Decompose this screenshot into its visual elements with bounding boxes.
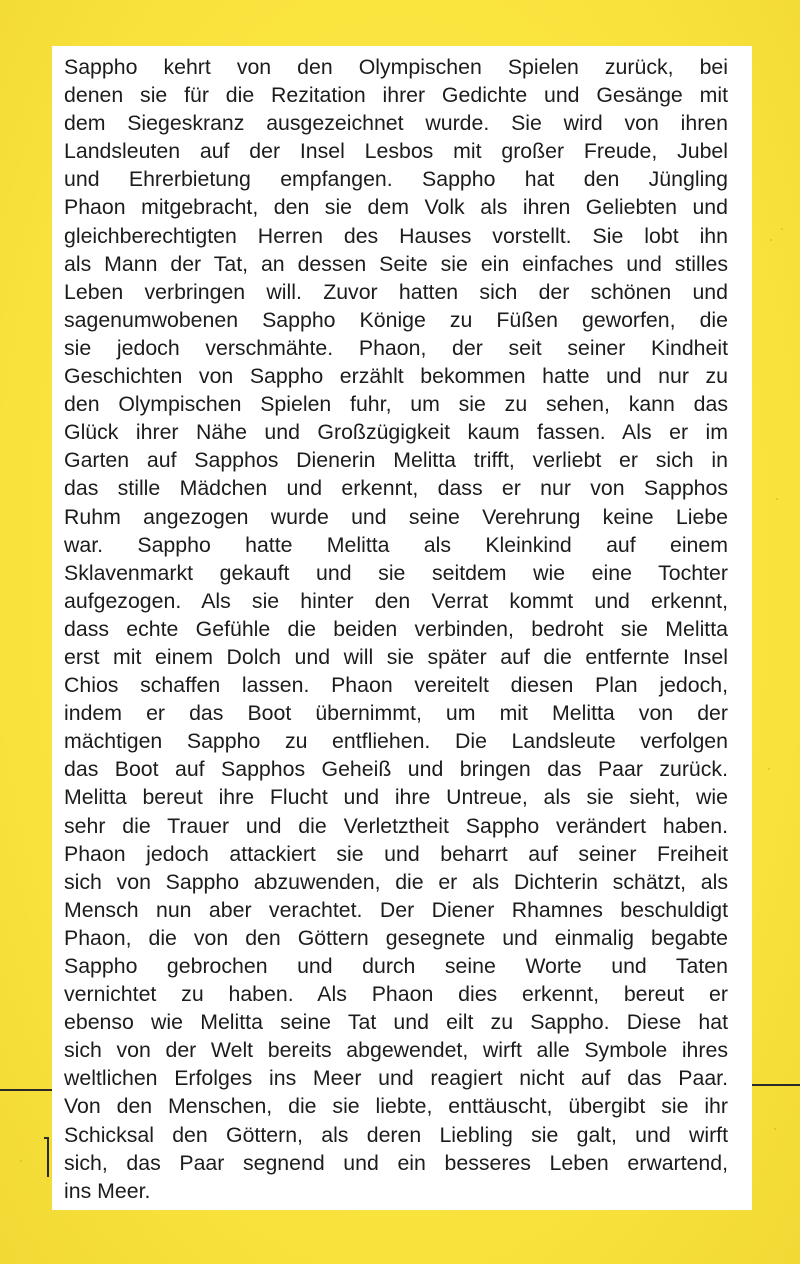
text-line: Leben verbringen will. Zuvor hatten sich der schönen und [64,279,728,304]
text-line: sehr die Trauer und die Verletztheit Sappho verändert haben. [64,813,728,838]
text-line: erst mit einem Dolch und will sie später auf die entfernte Insel [64,644,728,669]
right-edge-rule [752,1084,800,1086]
text-line: gleichberechtigten Herren des Hauses vorstellt. Sie lobt ihn [64,223,728,248]
text-line: Garten auf Sapphos Dienerin Melitta trifft, verliebt er sich in [64,448,728,473]
text-line: sagenumwobenen Sappho Könige zu Füßen geworfen, die [64,307,728,332]
paper-speck [781,228,783,230]
text-line: dass echte Gefühle die beiden verbinden, bedroht sie Melitta [64,616,728,641]
text-line: dem Siegeskranz ausgezeichnet wurde. Sie wird von ihren [64,111,728,136]
text-line: aufgezogen. Als sie hinter den Verrat kommt und erkennt, [64,588,728,613]
text-line: vernichtet zu haben. Als Phaon dies erkennt, bereut er [64,982,728,1007]
text-line: indem er das Boot übernimmt, um mit Melitta von der [64,701,728,726]
plot-summary-text [64,53,728,1205]
paper-speck [776,498,778,500]
text-line: denen sie für die Rezitation ihrer Gedichte und Gesänge mit [64,83,728,108]
text-line: Schicksal den Göttern, als deren Liebling sie galt, und wirft [64,1122,728,1147]
text-line: Chios schaffen lassen. Phaon vereitelt diesen Plan jedoch, [64,673,728,698]
text-line: und Ehrerbietung empfangen. Sappho hat den Jüngling [64,167,728,192]
paper-speck [774,1128,776,1130]
text-line: das Boot auf Sapphos Geheiß und bringen das Paar zurück. [64,757,728,782]
paper-speck [770,239,772,241]
text-line: als Mann der Tat, an dessen Seite sie ein einfaches und stilles [64,251,728,276]
text-line: sich, das Paar segnend und ein besseres Leben erwartend, [64,1150,728,1175]
text-line: Phaon, die von den Göttern gesegnete und einmalig begabte [64,925,728,950]
text-line: sie jedoch verschmähte. Phaon, der seit seiner Kindheit [64,335,728,360]
left-bracket-mark [47,1137,49,1177]
paper-speck [768,768,770,770]
text-line: ins Meer. [64,1178,151,1203]
paper-speck [20,1160,22,1162]
text-line: Melitta bereut ihre Flucht und ihre Untreue, als sie sieht, wie [64,785,728,810]
text-line: Geschichten von Sappho erzählt bekommen hatte und nur zu [64,364,728,389]
text-line: Phaon jedoch attackiert sie und beharrt auf seiner Freiheit [64,841,728,866]
text-line: das stille Mädchen und erkennt, dass er nur von Sapphos [64,476,728,501]
text-line: war. Sappho hatte Melitta als Kleinkind auf einem [64,532,728,557]
text-line: sich von der Welt bereits abgewendet, wirft alle Symbole ihres [64,1038,728,1063]
text-line: mächtigen Sappho zu entfliehen. Die Landsleute verfolgen [64,729,728,754]
text-line: sich von Sappho abzuwenden, die er als Dichterin schätzt, als [64,869,728,894]
text-line: Landsleuten auf der Insel Lesbos mit großer Freude, Jubel [64,139,728,164]
text-line: ebenso wie Melitta seine Tat und eilt zu Sappho. Diese hat [64,1010,728,1035]
text-line: weltlichen Erfolges ins Meer und reagiert nicht auf das Paar. [64,1066,728,1091]
text-line: Phaon mitgebracht, den sie dem Volk als ihren Geliebten und [64,195,728,220]
text-line: Ruhm angezogen wurde und seine Verehrung keine Liebe [64,504,728,529]
text-line: Glück ihrer Nähe und Großzügigkeit kaum fassen. Als er im [64,420,728,445]
text-line: Sappho kehrt von den Olympischen Spielen zurück, bei [64,55,728,79]
text-line: Von den Menschen, die sie liebte, enttäuscht, übergibt sie ihr [64,1094,728,1119]
text-line: Sappho gebrochen und durch seine Worte und Taten [64,954,728,978]
text-line: Mensch nun aber verachtet. Der Diener Rhamnes beschuldigt [64,897,728,922]
left-edge-rule [0,1089,52,1091]
text-line: Sklavenmarkt gekauft und sie seitdem wie eine Tochter [64,560,728,585]
text-line: den Olympischen Spielen fuhr, um sie zu sehen, kann das [64,392,728,417]
